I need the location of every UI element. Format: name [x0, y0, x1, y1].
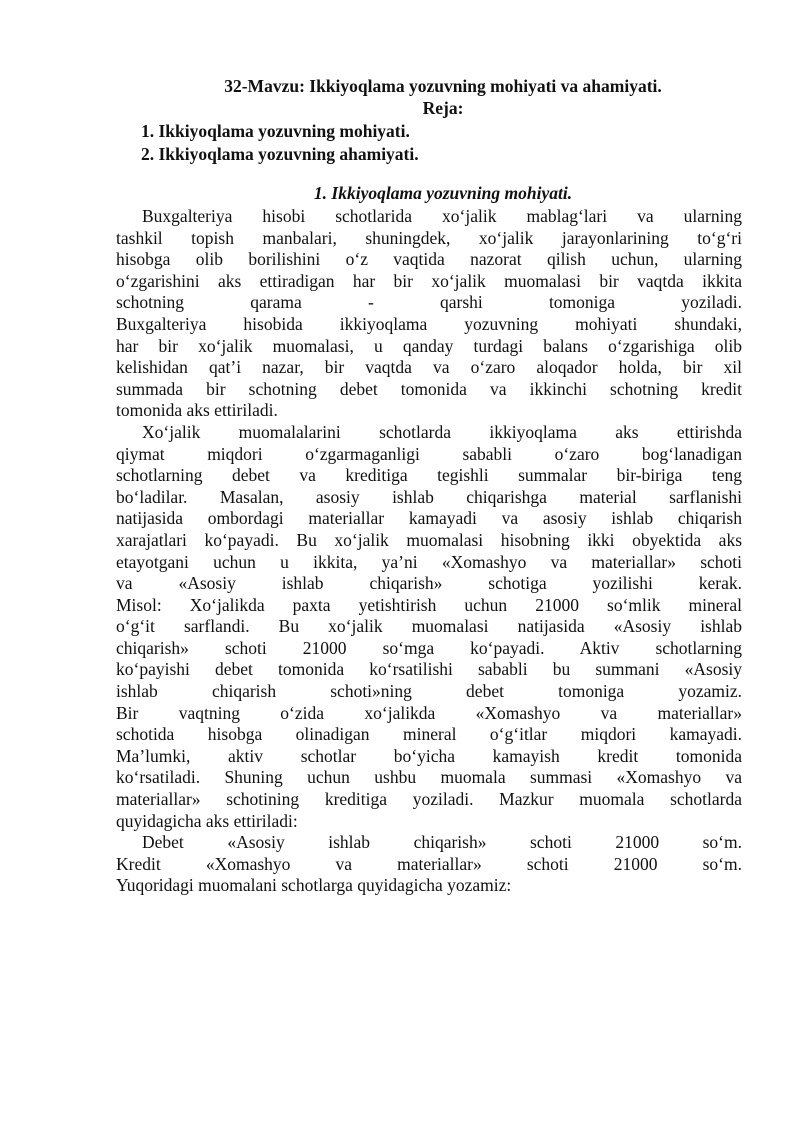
text-line: ko‘payishi debet tomonida ko‘rsatilishi sababli bu summani «Asosiy: [116, 659, 742, 680]
text-line: Ma’lumki, aktiv schotlar bo‘yicha kamayish kredit tomonida: [116, 745, 742, 766]
text-line: kelishidan qat’i nazar, bir vaqtda va o‘zaro aloqador holda, bir xil: [116, 357, 742, 378]
text-line: schotida hisobga olinadigan mineral o‘g‘itlar miqdori kamayadi.: [116, 724, 742, 745]
text-line: o‘g‘it sarflandi. Bu xo‘jalik muomalasi natijasida «Asosiy ishlab: [116, 616, 742, 637]
text-line: etayotgani uchun u ikkita, ya’ni «Xomashyo va materiallar» schoti: [116, 551, 742, 572]
text-line: o‘zgarishini aks ettiradigan har bir xo‘jalik muomalasi bir vaqtda ikkita: [116, 270, 742, 291]
text-line: tomonida aks ettiriladi.: [116, 400, 278, 421]
plan-item: 2. Ikkiyoqlama yozuvning ahamiyati.: [141, 144, 419, 164]
plan-label: Reja:: [422, 98, 464, 118]
paragraph: [116, 206, 742, 422]
text-line: Buxgalteriya hisobida ikkiyoqlama yozuvning mohiyati shundaki,: [116, 313, 742, 334]
text-line: Yuqoridagi muomalani schotlarga quyidagicha yozamiz:: [116, 875, 512, 896]
text-line: hisobga olib borilishini o‘z vaqtida nazorat qilish uchun, ularning: [116, 249, 742, 270]
text-line: materiallar» schotining kreditiga yoziladi. Mazkur muomala schotlarda: [116, 789, 742, 810]
text-line: xarajatlari ko‘payadi. Bu xo‘jalik muomalasi hisobning ikki obyektida aks: [116, 529, 742, 550]
paragraph: [116, 422, 742, 832]
text-line: ishlab chiqarish schoti»ning debet tomoniga yozamiz.: [116, 681, 742, 702]
text-line: Misol: Xo‘jalikda paxta yetishtirish uchun 21000 so‘mlik mineral: [116, 594, 742, 615]
text-line: Xo‘jalik muomalalarini schotlarda ikkiyoqlama aks ettirishda: [142, 421, 742, 442]
text-line: Kredit «Xomashyo va materiallar» schoti 21000 so‘m.: [116, 853, 742, 874]
text-line: ko‘rsatiladi. Shuning uchun ushbu muomala summasi «Xomashyo va: [116, 767, 742, 788]
text-line: va «Asosiy ishlab chiqarish» schotiga yozilishi kerak.: [116, 573, 742, 594]
text-line: Debet «Asosiy ishlab chiqarish» schoti 21000 so‘m.: [142, 832, 742, 853]
text-line: summada bir schotning debet tomonida va ikkinchi schotning kredit: [116, 378, 742, 399]
plan-item: 1. Ikkiyoqlama yozuvning mohiyati.: [141, 121, 410, 141]
text-line: schotning qarama - qarshi tomoniga yoziladi.: [116, 292, 742, 313]
document-title: 32-Mavzu: Ikkiyoqlama yozuvning mohiyati va ahamiyati.: [224, 76, 662, 96]
text-line: Buxgalteriya hisobi schotlarida xo‘jalik mablag‘lari va ularning: [142, 206, 742, 226]
text-line: chiqarish» schoti 21000 so‘mga ko‘payadi. Aktiv schotlarning: [116, 637, 742, 658]
text-line: schotlarning debet va kreditiga tegishli summalar bir-biriga teng: [116, 465, 742, 486]
paragraph: [116, 832, 742, 897]
text-line: qiymat miqdori o‘zgarmaganligi sababli o‘zaro bog‘lanadigan: [116, 443, 742, 464]
text-line: natijasida ombordagi materiallar kamayadi va asosiy ishlab chiqarish: [116, 508, 742, 529]
plan-list: [141, 120, 419, 166]
text-line: tashkil topish manbalari, shuningdek, xo‘jalik jarayonlarining to‘g‘ri: [116, 227, 742, 248]
text-line: quyidagicha aks ettiriladi:: [116, 810, 298, 831]
text-line: bo‘ladilar. Masalan, asosiy ishlab chiqarishga material sarflanishi: [116, 486, 742, 507]
section-heading: 1. Ikkiyoqlama yozuvning mohiyati.: [313, 183, 573, 203]
body-text: [116, 206, 742, 897]
text-line: har bir xo‘jalik muomalasi, u qanday turdagi balans o‘zgarishiga olib: [116, 335, 742, 356]
text-line: Bir vaqtning o‘zida xo‘jalikda «Xomashyo va materiallar»: [116, 702, 742, 723]
